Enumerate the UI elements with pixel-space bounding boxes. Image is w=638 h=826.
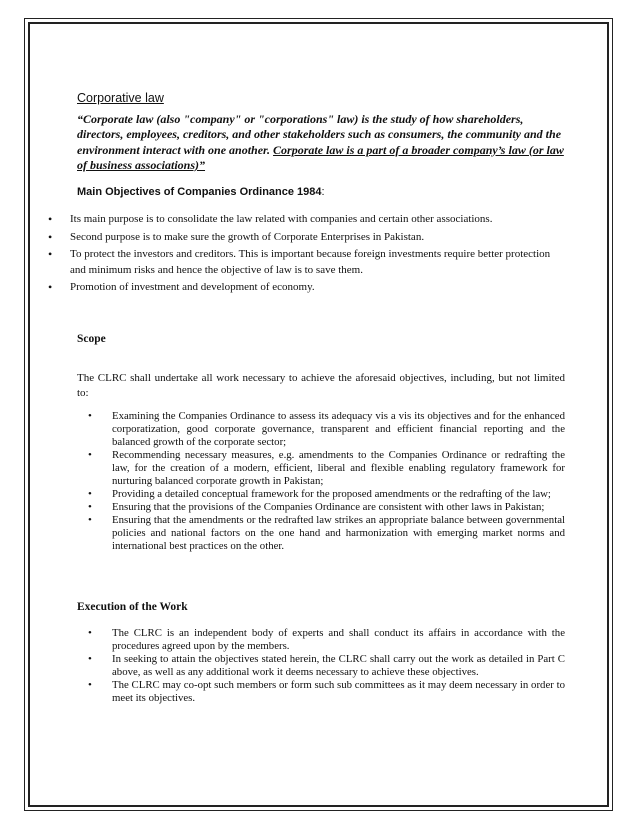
list-item [88, 514, 565, 553]
list-item-text: Providing a detailed conceptual framework for the proposed amendments or the redrafting of the law; [112, 488, 551, 500]
list-item [88, 449, 565, 488]
scope-heading: Scope [77, 333, 106, 345]
bullet-icon: • [88, 488, 92, 500]
bullet-icon: • [48, 280, 53, 294]
list-item-text: Recommending necessary measures, e.g. amendments to the Companies Ordinance or redrafting the law, for the creation of a modern, efficient, liberal and flexible enabling regulatory framework for nurturing balanced corporate growth in Pakistan; [112, 449, 565, 487]
objectives-list [48, 212, 568, 296]
execution-heading: Execution of the Work [77, 601, 188, 613]
list-item-text: Promotion of investment and development of economy. [70, 281, 315, 293]
list-item-text: To protect the investors and creditors. This is important because foreign investments require better protection and minimum risks and hence the objective of law is to save them. [70, 248, 551, 276]
bullet-icon: • [88, 501, 92, 513]
list-item [48, 247, 568, 278]
definition-text: “Corporate law (also "company" or "corporations" law) is the study of how shareholders, directors, employees, creditors, and other stakeholders such as consumers, the community and the environment interact with one another. [77, 112, 562, 157]
bullet-icon: • [88, 627, 92, 639]
bullet-icon: • [88, 449, 92, 461]
definition-quote [77, 112, 565, 173]
list-item-text: Ensuring that the provisions of the Companies Ordinance are consistent with other laws in Pakistan; [112, 501, 545, 513]
list-item [48, 212, 568, 228]
bullet-icon: • [48, 212, 53, 226]
objectives-heading-colon: : [321, 186, 325, 198]
list-item [88, 488, 565, 501]
list-item-text: In seeking to attain the objectives stated herein, the CLRC shall carry out the work as detailed in Part C above, as well as any additional work it deems necessary to achieve these objectives. [112, 653, 565, 678]
list-item [88, 627, 565, 653]
list-item-text: The CLRC is an independent body of experts and shall conduct its affairs in accordance with the procedures agreed upon by the members. [112, 627, 565, 652]
list-item [48, 230, 568, 246]
list-item-text: Its main purpose is to consolidate the law related with companies and certain other associations. [70, 213, 493, 225]
list-item-text: The CLRC may co-opt such members or form such sub committees as it may deem necessary in order to meet its objectives. [112, 679, 565, 704]
list-item [88, 653, 565, 679]
bullet-icon: • [88, 679, 92, 691]
definition-text-underlined: Corporate law is a part of a broader company’s law (or law of business associations)” [77, 142, 564, 172]
section-title: Corporative law [77, 91, 164, 105]
list-item-text: Ensuring that the amendments or the redrafted law strikes an appropriate balance between governmental policies and national factors on the one hand and harmonization with emerging market norms and international best practices on the other. [112, 514, 565, 552]
list-item [48, 280, 568, 296]
bullet-icon: • [48, 247, 53, 261]
list-item-text: Examining the Companies Ordinance to assess its adequacy vis a vis its objectives and for the enhanced corporatization, good corporate governance, transparent and efficient financial reporting and the balanced growth of the corporate sector; [112, 410, 565, 448]
scope-list [88, 410, 565, 553]
execution-list [88, 627, 565, 705]
bullet-icon: • [88, 410, 92, 422]
list-item [88, 410, 565, 449]
bullet-icon: • [48, 229, 53, 244]
bullet-icon: • [88, 653, 92, 665]
objectives-heading-text: Main Objectives of Companies Ordinance 1984 [77, 186, 322, 198]
list-item-text: Second purpose is to make sure the growth of Corporate Enterprises in Pakistan. [70, 230, 425, 243]
list-item [88, 679, 565, 705]
list-item [88, 501, 565, 514]
bullet-icon: • [88, 514, 92, 526]
objectives-heading [77, 186, 325, 198]
scope-intro: The CLRC shall undertake all work necessary to achieve the aforesaid objectives, including, but not limited to: [77, 372, 565, 399]
